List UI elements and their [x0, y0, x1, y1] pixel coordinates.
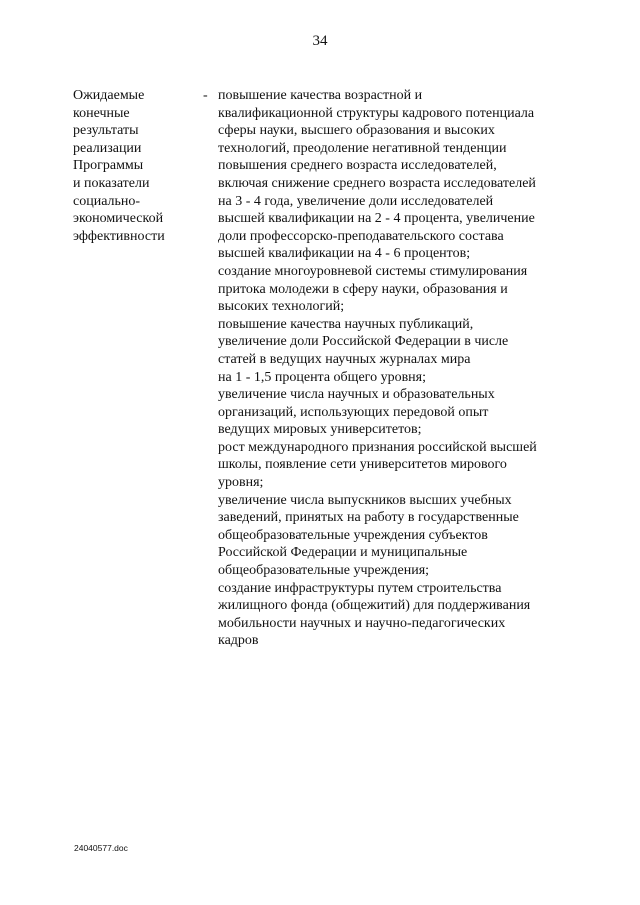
results-line: общеобразовательные учреждения субъектов: [218, 527, 488, 543]
results-line: организаций, использующих передовой опыт: [218, 404, 489, 420]
section-label-line: реализации: [73, 140, 142, 156]
results-line: рост международного признания российской высшей: [218, 439, 537, 455]
section-label: [73, 87, 183, 245]
results-line: повышение качества возрастной и: [218, 88, 423, 103]
results-line: высшей квалификации на 2 - 4 процента, увеличение: [218, 211, 535, 227]
document-filename: 24040577.doc: [74, 843, 128, 853]
results-line: кадров: [218, 633, 259, 649]
section-label-line: конечные: [73, 105, 130, 121]
results-line: статей в ведущих научных журналах мира: [218, 351, 471, 367]
page-number: 34: [312, 33, 328, 49]
results-text: [218, 87, 578, 650]
results-line: на 1 - 1,5 процента общего уровня;: [218, 369, 427, 385]
results-line: сферы науки, высшего образования и высоких: [218, 123, 495, 139]
results-line: притока молодежи в сферу науки, образования и: [218, 281, 508, 297]
results-line: школы, появление сети университетов мирового: [218, 457, 507, 473]
results-line: ведущих мировых университетов;: [218, 422, 422, 438]
section-label-line: Программы: [73, 158, 144, 174]
results-line: увеличение доли Российской Федерации в числе: [218, 334, 509, 350]
results-line: повышение качества научных публикаций,: [218, 316, 474, 332]
results-line: технологий, преодоление негативной тенденции: [218, 140, 507, 156]
results-line: заведений, принятых на работу в государственные: [218, 510, 519, 526]
results-line: общеобразовательные учреждения;: [218, 563, 430, 579]
section-label-line: экономической: [73, 211, 164, 227]
results-line: высоких технологий;: [218, 299, 345, 315]
section-label-line: результаты: [73, 123, 139, 139]
results-line: высшей квалификации на 4 - 6 процентов;: [218, 246, 471, 262]
results-line: уровня;: [218, 475, 264, 491]
section-label-line: и показатели: [73, 175, 150, 191]
results-line: увеличение числа выпускников высших учебных: [218, 492, 512, 508]
results-line: доли профессорско-преподавательского состава: [218, 228, 504, 244]
list-dash: -: [203, 88, 208, 103]
results-line: Российской Федерации и муниципальные: [218, 545, 468, 561]
results-line: создание инфраструктуры путем строительства: [218, 580, 502, 596]
section-label-line: Ожидаемые: [73, 88, 145, 103]
results-line: на 3 - 4 года, увеличение доли исследователей: [218, 193, 494, 209]
results-line: создание многоуровневой системы стимулирования: [218, 263, 528, 279]
results-line: мобильности научных и научно-педагогических: [218, 615, 506, 631]
results-line: квалификационной структуры кадрового потенциала: [218, 105, 535, 121]
results-line: повышения среднего возраста исследователей,: [218, 158, 497, 174]
results-line: жилищного фонда (общежитий) для поддерживания: [218, 598, 531, 614]
section-label-line: социально-: [73, 193, 141, 209]
results-line: включая снижение среднего возраста исследователей: [218, 175, 536, 191]
section-label-line: эффективности: [73, 228, 165, 244]
results-line: увеличение числа научных и образовательных: [218, 387, 495, 403]
